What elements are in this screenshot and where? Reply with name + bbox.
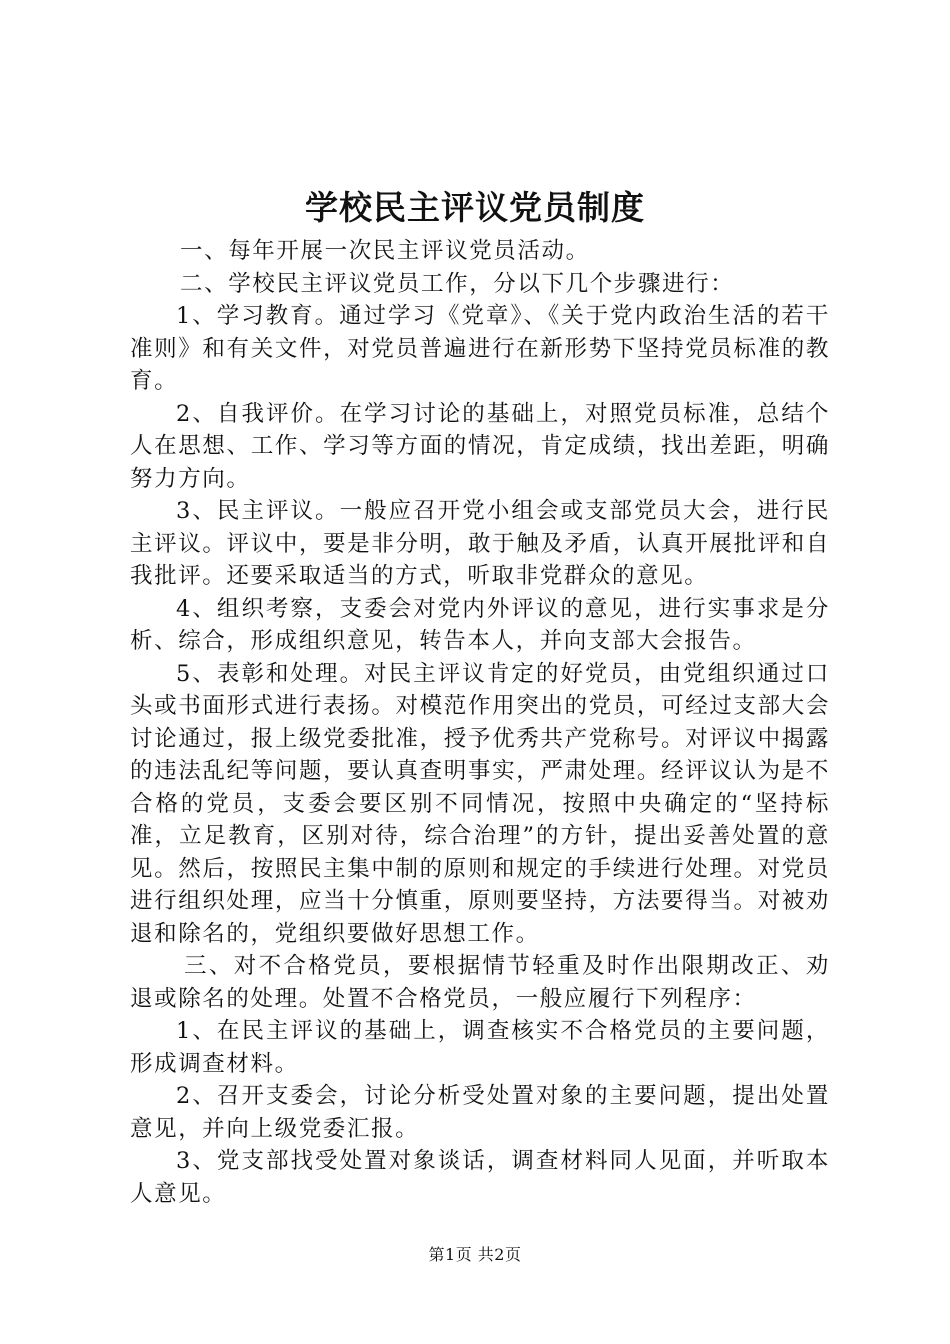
paragraph: 1、在民主评议的基础上，调查核实不合格党员的主要问题，形成调查材料。 xyxy=(130,1018,830,1077)
paragraph: 2、召开支委会，讨论分析受处置对象的主要问题，提出处置意见，并向上级党委汇报。 xyxy=(130,1083,830,1142)
paragraph: 3、民主评议。一般应召开党小组会或支部党员大会，进行民主评议。评议中，要是非分明，敢于触及矛盾，认真开展批评和自我批评。还要采取适当的方式，听取非党群众的意见。 xyxy=(130,498,830,589)
paragraph: 1、学习教育。通过学习《党章》、《关于党内政治生活的若干准则》和有关文件，对党员普遍进行在新形势下坚持党员标准的教育。 xyxy=(130,303,830,394)
paragraph: 一、每年开展一次民主评议党员活动。 xyxy=(180,238,590,264)
paragraph: 三、对不合格党员，要根据情节轻重及时作出限期改正、劝退或除名的处理。处置不合格党员，一般应履行下列程序： xyxy=(130,953,830,1012)
paragraph: 2、自我评价。在学习讨论的基础上，对照党员标准，总结个人在思想、工作、学习等方面的情况，肯定成绩，找出差距，明确努力方向。 xyxy=(130,400,830,492)
paragraph: 3、党支部找受处置对象谈话，调查材料同人见面，并听取本人意见。 xyxy=(130,1148,830,1207)
document-body xyxy=(130,235,830,1210)
document-title: 学校民主评议党员制度 xyxy=(305,188,645,227)
page-footer: 第1页 共2页 xyxy=(428,1245,522,1264)
paragraph: 二、学校民主评议党员工作，分以下几个步骤进行： xyxy=(180,270,735,297)
paragraph: 5、表彰和处理。对民主评议肯定的好党员，由党组织通过口头或书面形式进行表扬。对模范作用突出的党员，可经过支部大会讨论通过，报上级党委批准，授予优秀共产党称号。对评议中揭露的违法乱纪等问题，要认真查明事实，严肃处理。经评议认为是不合格的党员，支委会要区别不同情况，按照中央确定的“坚持标准，立足教育，区别对待，综合治理”的方针，提出妥善处置的意见。然后，按照民主集中制的原则和规定的手续进行处理。对党员进行组织处理，应当十分慎重，原则要坚持，方法要得当。对被劝退和除名的，党组织要做好思想工作。 xyxy=(130,660,830,947)
paragraph: 4、组织考察，支委会对党内外评议的意见，进行实事求是分析、综合，形成组织意见，转告本人，并向支部大会报告。 xyxy=(130,595,830,654)
